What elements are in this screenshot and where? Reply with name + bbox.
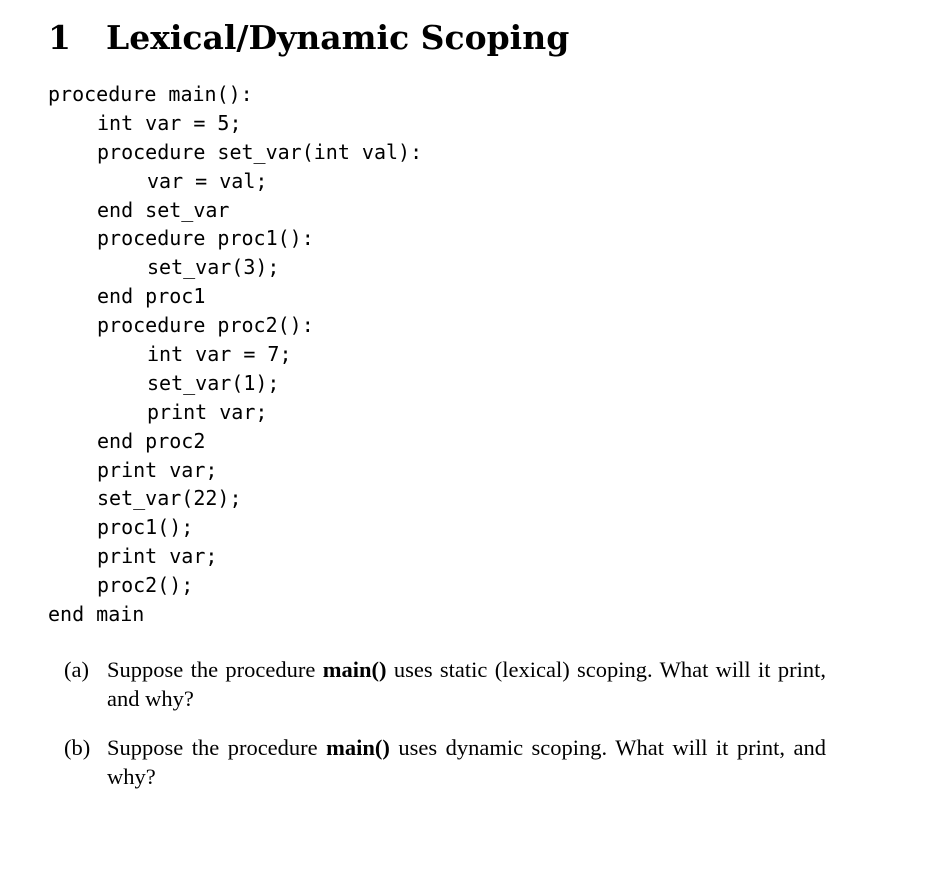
question-text-end: uses static (lexical) scoping. What will it print, and why?	[107, 657, 826, 711]
question-emphasis: main()	[326, 735, 390, 760]
question-label: (b)	[64, 735, 91, 760]
code-line: procedure set_var(int val):	[97, 139, 423, 164]
question-emphasis: main()	[322, 657, 387, 682]
code-line: print var;	[97, 457, 218, 482]
code-line: end main	[48, 602, 145, 627]
code-line: proc2();	[97, 573, 194, 598]
code-line: print var;	[97, 544, 218, 569]
question-text-start: Suppose the procedure	[107, 657, 323, 682]
code-line: procedure proc1():	[97, 226, 314, 251]
code-line: end proc1	[97, 284, 206, 309]
code-line: proc1();	[97, 515, 194, 540]
section-title: Lexical/Dynamic Scoping	[106, 18, 570, 57]
question-label: (a)	[64, 657, 89, 682]
code-line: procedure main():	[48, 82, 253, 106]
code-line: procedure proc2():	[97, 313, 314, 338]
question-b	[64, 733, 826, 791]
code-line: int var = 7;	[147, 342, 292, 367]
code-line: end proc2	[97, 428, 206, 453]
question-a	[64, 655, 826, 713]
question-list	[64, 655, 826, 811]
code-line: set_var(22);	[97, 486, 242, 511]
code-line: var = val;	[147, 168, 268, 193]
section-number: 1	[48, 18, 71, 57]
section-heading	[48, 18, 569, 58]
question-text-end: uses dynamic scoping. What will it print, and why?	[107, 735, 826, 789]
code-line: int var = 5;	[97, 110, 242, 135]
code-line: end set_var	[97, 197, 230, 222]
code-block	[48, 80, 422, 629]
code-line: set_var(3);	[147, 255, 280, 280]
code-line: set_var(1);	[147, 370, 280, 395]
code-line: print var;	[147, 399, 268, 424]
question-text-start: Suppose the procedure	[107, 735, 327, 760]
